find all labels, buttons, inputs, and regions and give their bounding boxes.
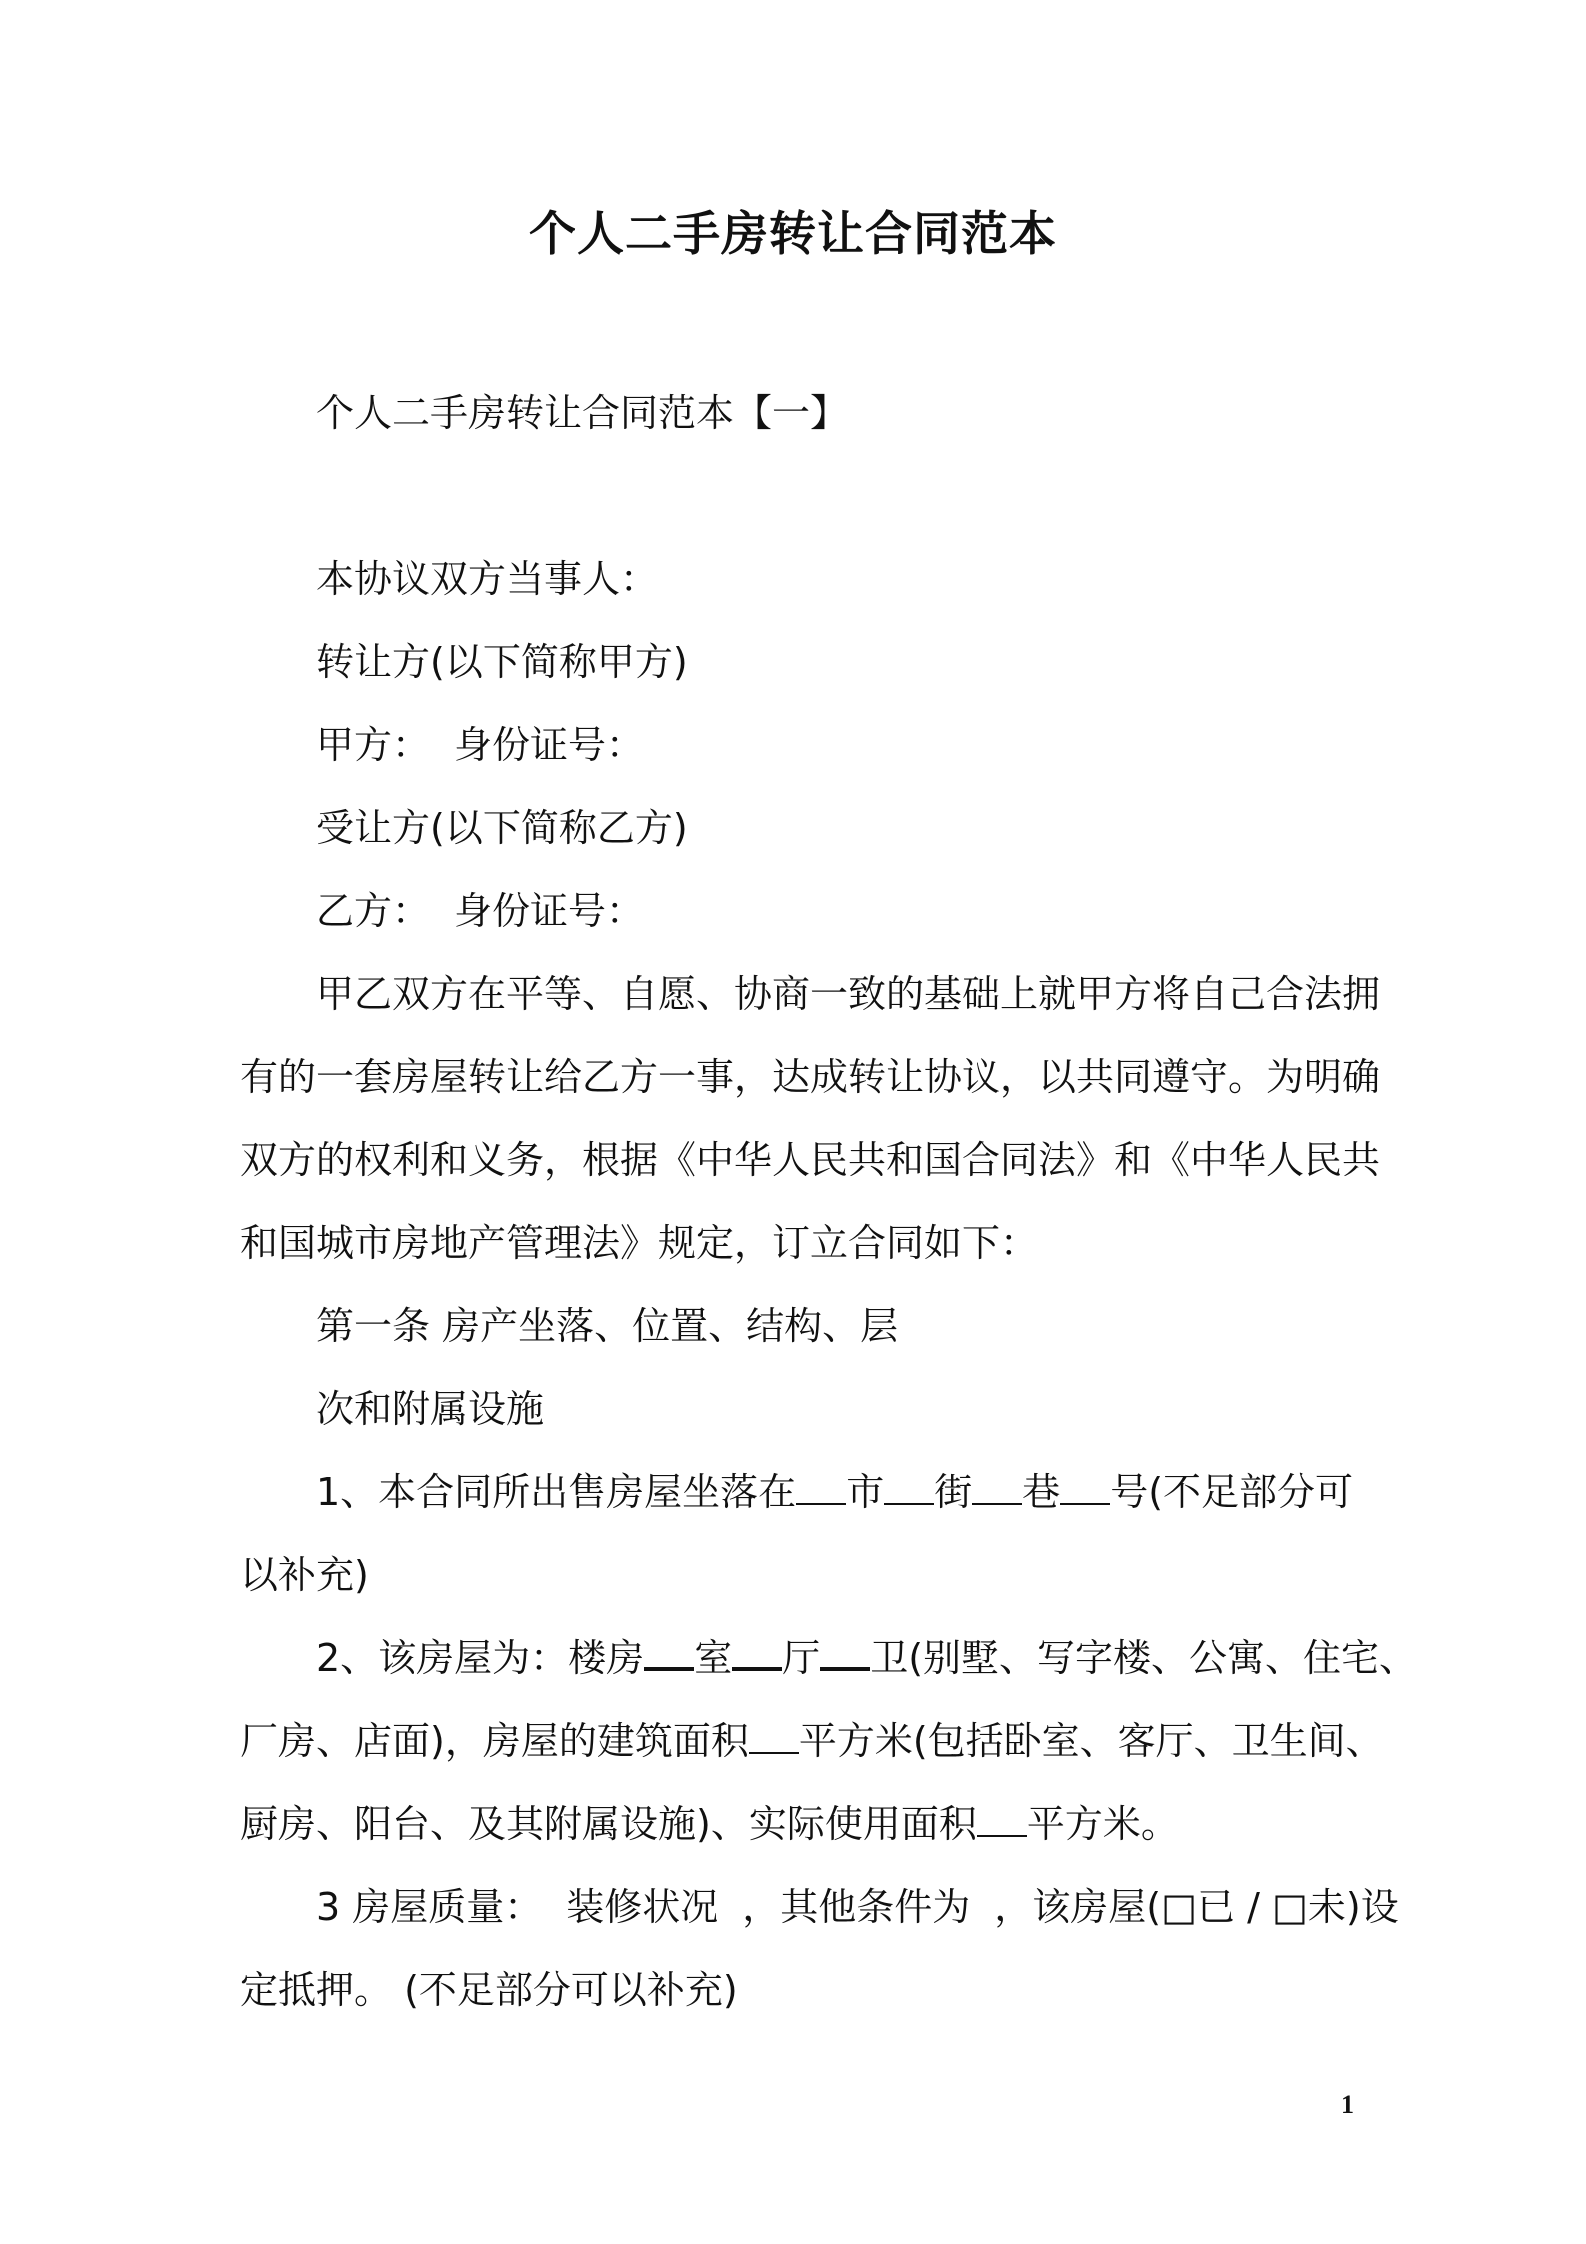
document-body bbox=[240, 372, 1418, 2032]
fill-blank bbox=[820, 1629, 870, 1671]
fill-blank bbox=[749, 1714, 799, 1754]
party-b-definition: 受让方(以下简称乙方) bbox=[316, 806, 688, 850]
clause-1-cont: 以补充) bbox=[240, 1553, 369, 1597]
party-b-label: 乙方： bbox=[316, 889, 431, 933]
parties-intro: 本协议双方当事人： bbox=[316, 557, 659, 601]
page-number: 1 bbox=[1341, 2090, 1354, 2119]
clause-2-text: 平方米(包括卧室、客厅、卫生间、 bbox=[798, 1719, 1384, 1763]
preamble-line: 双方的权利和义务，根据《中华人民共和国合同法》和《中华人民共 bbox=[240, 1138, 1381, 1182]
party-a-label: 甲方： bbox=[316, 723, 431, 767]
party-b-id-label: 身份证号： bbox=[454, 889, 645, 933]
clause-3-cont: 定抵押。 (不足部分可以补充) bbox=[240, 1968, 738, 2012]
party-a-id-label: 身份证号： bbox=[454, 723, 645, 767]
clause-1-text: 1、本合同所出售房屋坐落在 bbox=[316, 1470, 797, 1514]
blank-line bbox=[240, 455, 1360, 538]
clause-3-text: ，其他条件为 bbox=[742, 1885, 971, 1929]
clause-1-text: 街 bbox=[934, 1470, 973, 1514]
clause-3-text: 装修状况 bbox=[566, 1885, 719, 1929]
clause-2 bbox=[240, 1617, 1418, 1700]
party-b-line bbox=[240, 870, 1360, 953]
preamble-line: 甲乙双方在平等、自愿、协商一致的基础上就甲方将自己合法拥 bbox=[316, 972, 1381, 1016]
fill-blank bbox=[796, 1465, 846, 1505]
party-a-line bbox=[240, 704, 1360, 787]
fill-blank bbox=[972, 1465, 1022, 1505]
fill-blank bbox=[644, 1629, 694, 1671]
clause-3-text: ，该房屋(□已 / □未)设 bbox=[994, 1885, 1399, 1929]
article-1-heading-cont: 次和附属设施 bbox=[316, 1387, 545, 1431]
party-a-definition: 转让方(以下简称甲方) bbox=[316, 640, 688, 684]
clause-1-text: 巷 bbox=[1022, 1470, 1061, 1514]
clause-2-text: 平方米。 bbox=[1026, 1802, 1179, 1846]
section-heading: 个人二手房转让合同范本【一】 bbox=[316, 391, 849, 435]
fill-blank bbox=[884, 1465, 934, 1505]
clause-2-text: 室 bbox=[694, 1636, 733, 1680]
clause-2-text: 厂房、店面)，房屋的建筑面积 bbox=[240, 1719, 749, 1763]
clause-3 bbox=[240, 1866, 1399, 1949]
clause-1-text: 号(不足部分可 bbox=[1110, 1470, 1354, 1514]
clause-2-text: 厅 bbox=[782, 1636, 821, 1680]
preamble-line: 和国城市房地产管理法》规定，订立合同如下： bbox=[240, 1221, 1039, 1265]
clause-2-text: 2、该房屋为：楼房 bbox=[316, 1636, 645, 1680]
clause-2-text: 卫(别墅、写字楼、公寓、住宅、 bbox=[870, 1636, 1418, 1680]
preamble-line: 有的一套房屋转让给乙方一事，达成转让协议，以共同遵守。为明确 bbox=[240, 1055, 1381, 1099]
clause-3-text: 3 房屋质量： bbox=[316, 1885, 543, 1929]
document-title: 个人二手房转让合同范本 bbox=[529, 207, 1057, 262]
fill-blank bbox=[1060, 1465, 1110, 1505]
fill-blank bbox=[732, 1629, 782, 1671]
clause-1 bbox=[240, 1451, 1360, 1534]
clause-2-cont bbox=[240, 1700, 1384, 1783]
clause-1-text: 市 bbox=[846, 1470, 885, 1514]
fill-blank bbox=[977, 1797, 1027, 1837]
article-1-heading: 第一条 房产坐落、位置、结构、层 bbox=[316, 1304, 899, 1348]
clause-2-cont bbox=[240, 1783, 1360, 1866]
clause-2-text: 厨房、阳台、及其附属设施)、实际使用面积 bbox=[240, 1802, 977, 1846]
